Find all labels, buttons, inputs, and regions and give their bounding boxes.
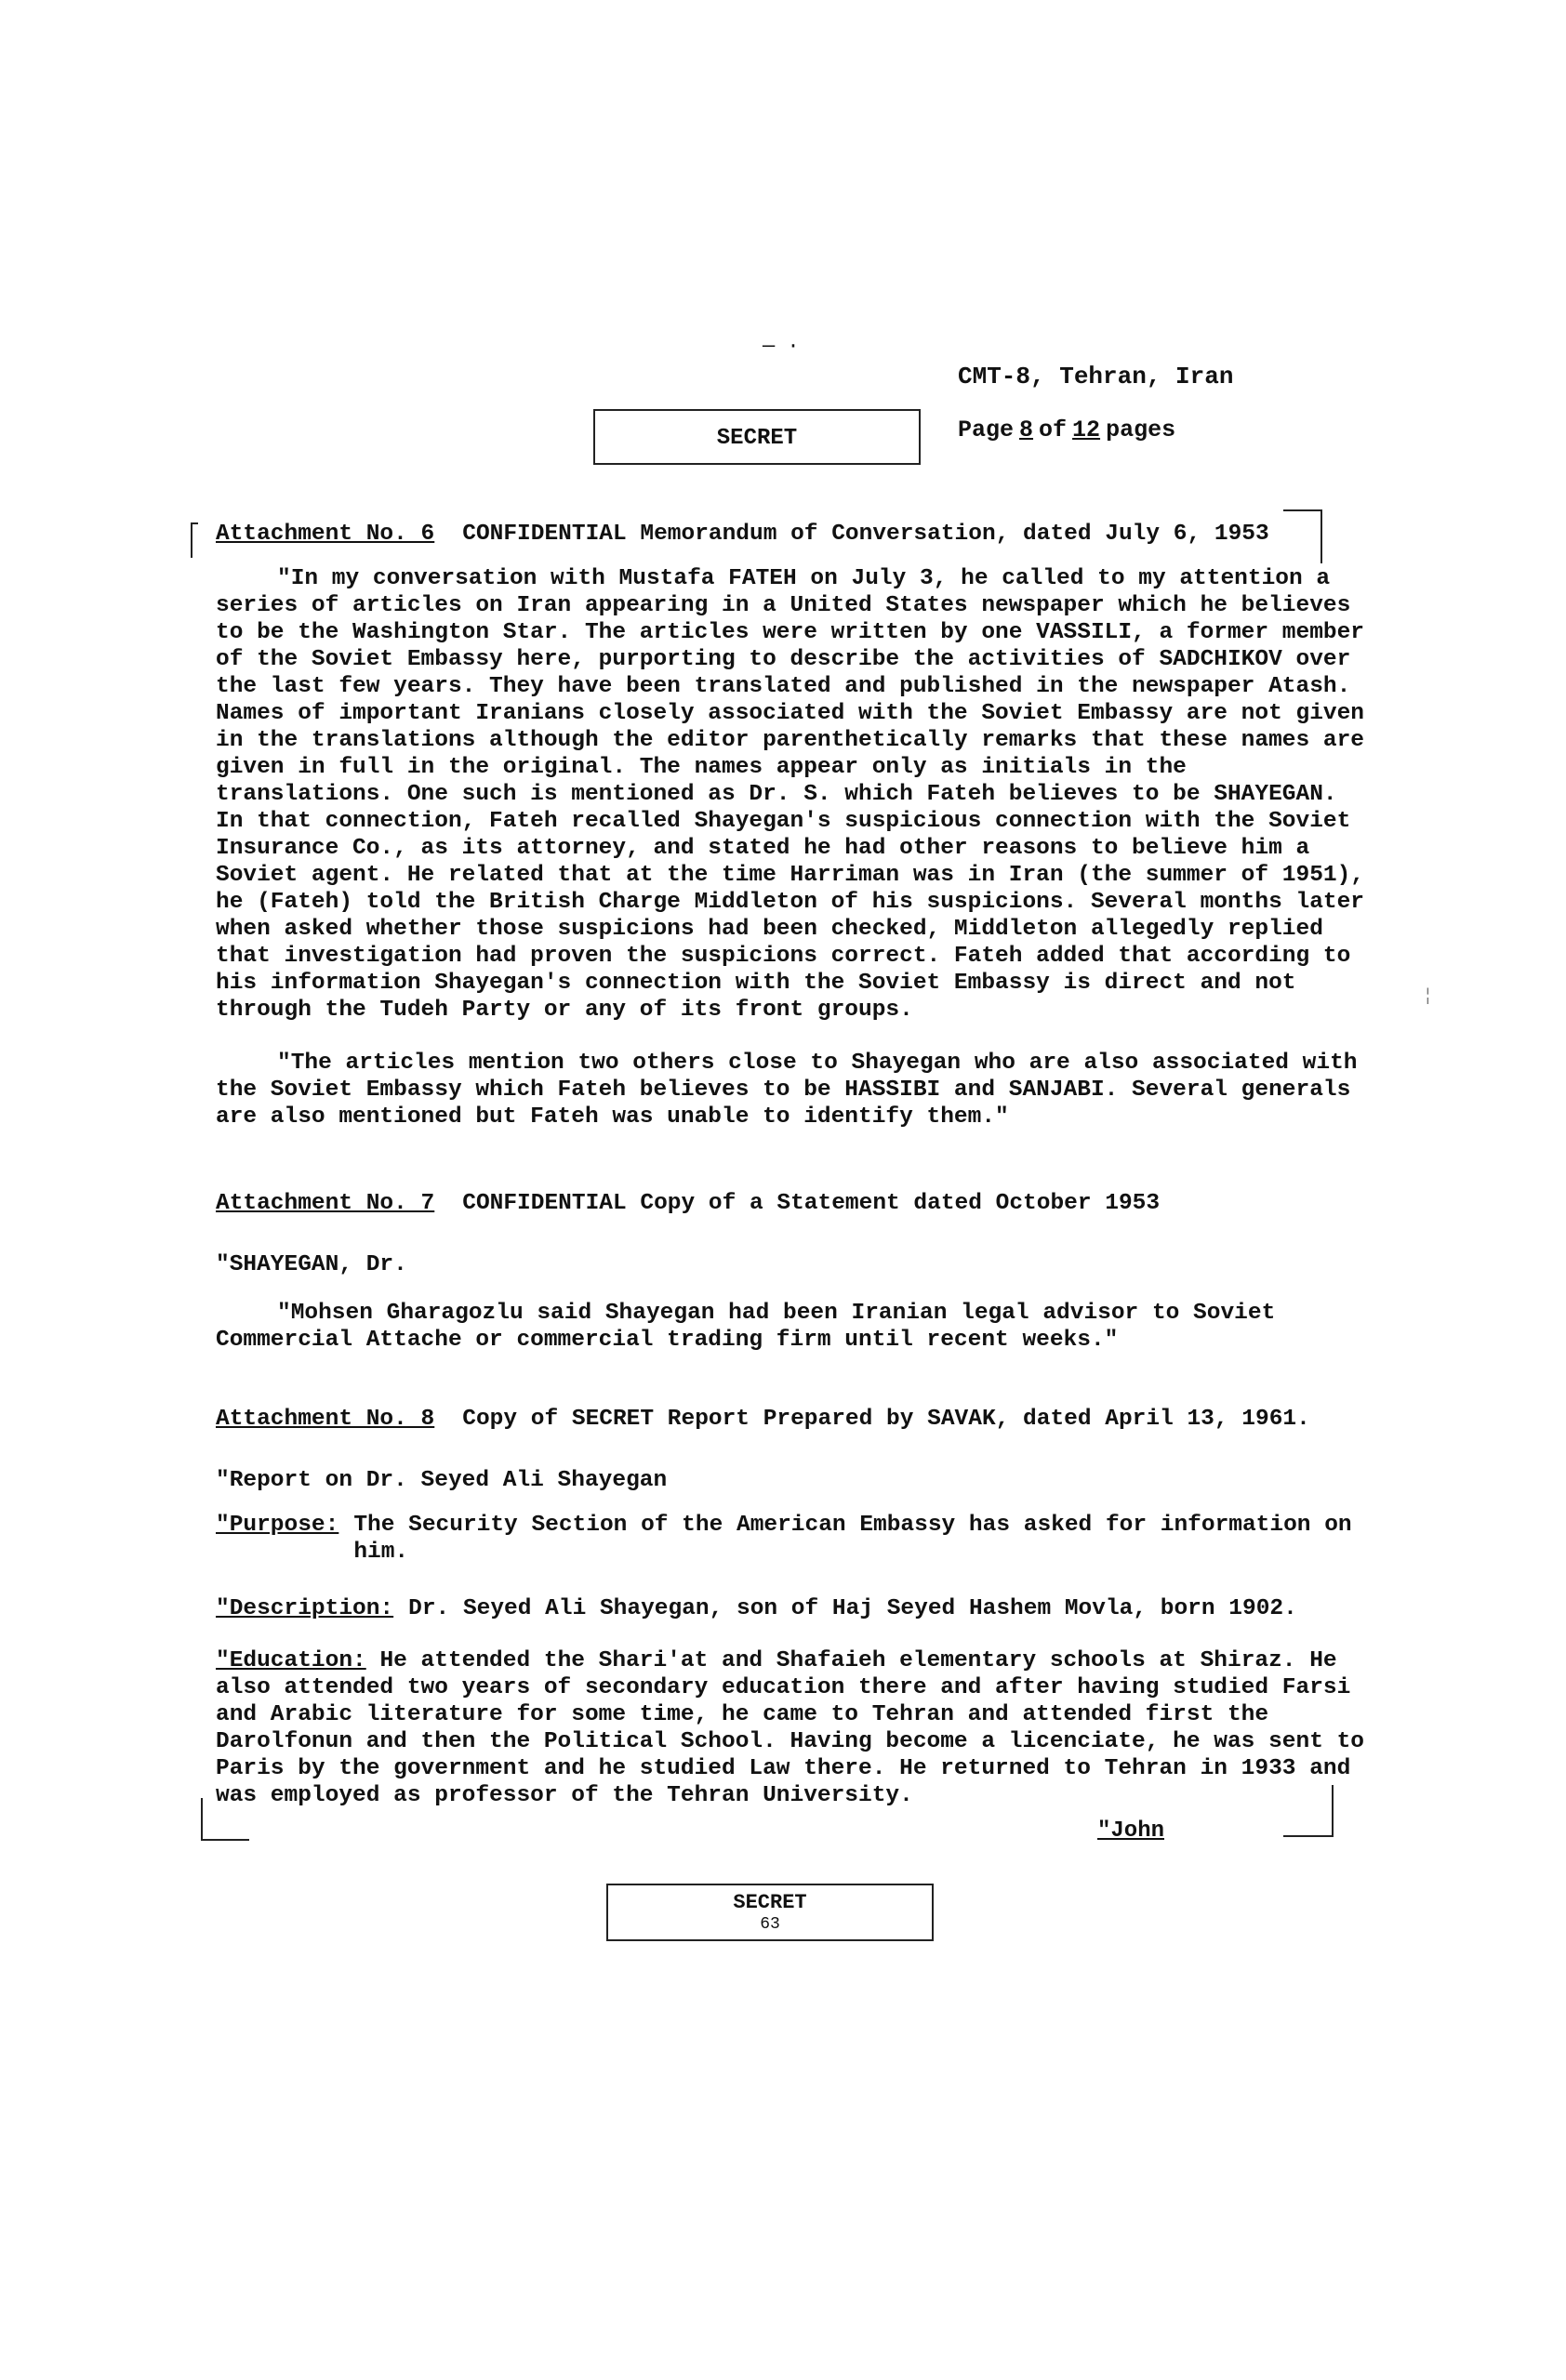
attachment-6-body	[216, 565, 1369, 1130]
classification-stamp-top: SECRET	[593, 409, 921, 465]
page-number: 8	[1019, 416, 1034, 443]
margin-tick: ¦	[1423, 987, 1433, 1006]
report-on-line: "Report on Dr. Seyed Ali Shayegan	[216, 1468, 668, 1493]
education-section	[216, 1647, 1369, 1809]
education-text: He attended the Shari'at and Shafaieh elementary schools at Shiraz. He also attended two years of secondary education there and after having studied Farsi and Arabic literature for some time, he came to Tehran and attended first the Darolfonun and then the Political School. Having become a licenciate, he was sent to Paris by the government and he studied Law there. He returned to Tehran in 1933 and was employed as professor of the Tehran University.	[216, 1648, 1365, 1808]
attachment-8-label: Attachment No. 8	[216, 1407, 435, 1432]
footer-page-number: 63	[760, 1915, 780, 1934]
attachment-6-title: CONFIDENTIAL Memorandum of Conversation, dated July 6, 1953	[462, 522, 1269, 547]
classification-bottom-text: SECRET	[733, 1891, 807, 1914]
description-text: Dr. Seyed Ali Shayegan, son of Haj Seyed Hashem Movla, born 1902.	[408, 1596, 1297, 1621]
attachment-6-heading	[216, 521, 1369, 548]
attachment-6-paragraph-2: "The articles mention two others close to Shayegan who are also associated with the Soviet Embassy which Fateh believes to be HASSIBI and SANJABI. Several generals are also mentioned but Fateh was unable to identify them."	[216, 1051, 1358, 1130]
attachment-8-heading	[216, 1406, 1369, 1433]
page-label: Page	[958, 416, 1015, 443]
bracket-bottom-left	[201, 1798, 249, 1841]
page-suffix: pages	[1106, 416, 1176, 443]
purpose-text: The Security Section of the American Embassy has asked for information on him.	[353, 1513, 1352, 1565]
classification-stamp-bottom	[606, 1884, 934, 1941]
description-section	[216, 1595, 1369, 1622]
attachment-7-subject: "SHAYEGAN, Dr.	[216, 1252, 407, 1277]
attachment-7-quote: "Mohsen Gharagozlu said Shayegan had been Iranian legal advisor to Soviet Commercial Attache or commercial trading firm until recent weeks."	[216, 1301, 1276, 1353]
origin-line: CMT-8, Tehran, Iran	[958, 363, 1234, 390]
continuation-text: "John	[1097, 1818, 1165, 1844]
header-mark: — ·	[763, 335, 800, 358]
attachment-6-label: Attachment No. 6	[216, 522, 435, 547]
page-of: of	[1039, 416, 1068, 443]
attachment-7-quote-wrap	[216, 1300, 1369, 1354]
continuation-word	[1097, 1818, 1164, 1844]
page-indicator	[958, 416, 1175, 443]
attachment-7-label: Attachment No. 7	[216, 1191, 435, 1216]
attachment-6-paragraph-1: "In my conversation with Mustafa FATEH on July 3, he called to my attention a series of articles on Iran appearing in a United States newspaper which he believes to be the Washington Star. The articles were written by one VASSILI, a former member of the Soviet Embassy here, purporting to describe the activities of SADCHIKOV over the last few years. They have been translated and published in the newspaper Atash. Names of important Iranians closely associated with the Soviet Embassy are not given in the translations although the editor parenthetically remarks that these names are given in full in the original. The names appear only as initials in the translations. One such is mentioned as Dr. S. which Fateh believes to be SHAYEGAN. In that connection, Fateh recalled Shayegan's suspicious connection with the Soviet Insurance Co., as its attorney, and stated he had other reasons to believe him a Soviet agent. He related that at the time Harriman was in Iran (the summer of 1951), he (Fateh) told the British Charge Middleton of his suspicions. Several months later when asked whether those suspicions had been checked, Middleton allegedly replied that investigation had proven the suspicions correct. Fateh added that according to his information Shayegan's connection with the Soviet Embassy is direct and not through the Tudeh Party or any of its front groups.	[216, 566, 1365, 1023]
bracket-top-left	[191, 522, 198, 558]
attachment-7-heading	[216, 1190, 1369, 1217]
education-label: "Education:	[216, 1648, 366, 1673]
purpose-label: "Purpose:	[216, 1513, 339, 1538]
attachment-7-title: CONFIDENTIAL Copy of a Statement dated October 1953	[462, 1191, 1161, 1216]
bracket-bottom-right	[1283, 1785, 1334, 1837]
page-total: 12	[1072, 416, 1101, 443]
attachment-8-title: Copy of SECRET Report Prepared by SAVAK, dated April 13, 1961.	[462, 1407, 1310, 1432]
purpose-section	[216, 1512, 1369, 1566]
description-label: "Description:	[216, 1596, 394, 1621]
